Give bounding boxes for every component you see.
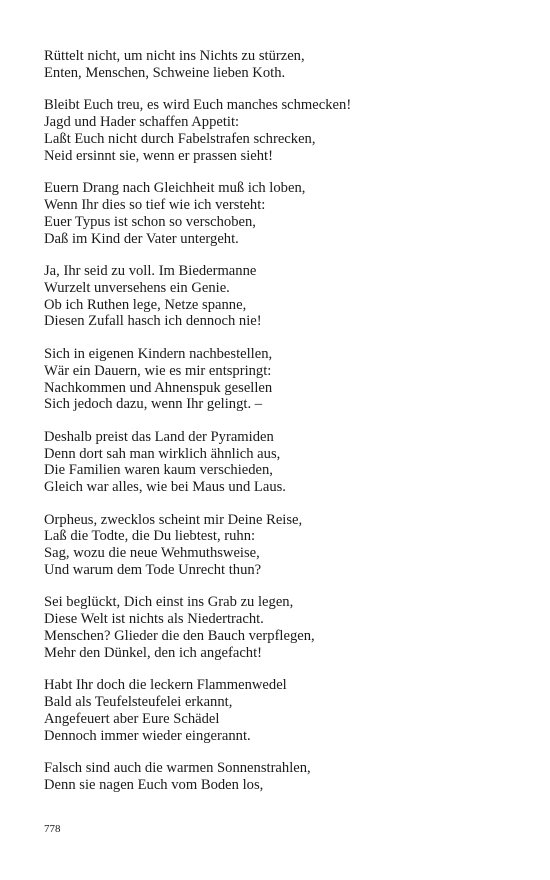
stanza-6 [44, 429, 524, 496]
verse-line: Bleibt Euch treu, es wird Euch manches schmecken! [44, 97, 352, 114]
verse-line: Laß die Todte, die Du liebtest, ruhn: [44, 528, 256, 545]
verse-line: Wär ein Dauern, wie es mir entspringt: [44, 362, 272, 379]
verse-line: Neid ersinnt sie, wenn er prassen sieht! [44, 147, 273, 164]
stanza-7 [44, 512, 524, 579]
verse-line: Ja, Ihr seid zu voll. Im Biedermanne [44, 262, 257, 279]
verse-line: Laßt Euch nicht durch Fabelstrafen schrecken, [44, 130, 316, 147]
stanza-4 [44, 263, 524, 330]
verse-line: Mehr den Dünkel, den ich angefacht! [44, 644, 263, 661]
poem-text [44, 48, 524, 809]
stanza-3 [44, 180, 524, 247]
verse-line: Sag, wozu die neue Wehmuthsweise, [44, 545, 260, 562]
verse-line: Enten, Menschen, Schweine lieben Koth. [44, 64, 286, 81]
verse-line: Habt Ihr doch die leckern Flammenwedel [44, 677, 287, 694]
verse-line: Die Familien waren kaum verschieden, [44, 462, 273, 479]
verse-line: Diesen Zufall hasch ich dennoch nie! [44, 313, 262, 330]
verse-line: Denn dort sah man wirklich ähnlich aus, [44, 445, 281, 462]
verse-line: Menschen? Glieder die den Bauch verpflegen, [44, 628, 315, 645]
verse-line: Rüttelt nicht, um nicht ins Nichts zu stürzen, [44, 48, 305, 64]
verse-line: Dennoch immer wieder eingerannt. [44, 727, 251, 744]
stanza-1 [44, 48, 524, 82]
verse-line: Angefeuert aber Eure Schädel [44, 711, 220, 727]
verse-line: Denn sie nagen Euch vom Boden los, [44, 777, 264, 794]
verse-line: Ob ich Ruthen lege, Netze spanne, [44, 296, 247, 313]
verse-line: Deshalb preist das Land der Pyramiden [44, 428, 274, 445]
verse-line: Euern Drang nach Gleichheit muß ich loben, [44, 180, 306, 197]
verse-line: Und warum dem Tode Unrecht thun? [44, 562, 262, 579]
verse-line: Daß im Kind der Vater untergeht. [44, 230, 239, 247]
verse-line: Euer Typus ist schon so verschoben, [44, 213, 256, 230]
verse-line: Gleich war alles, wie bei Maus und Laus. [44, 479, 286, 496]
stanza-10 [44, 760, 524, 794]
page-number: 778 [44, 823, 61, 835]
verse-line: Diese Welt ist nichts als Niedertracht. [44, 611, 264, 628]
stanza-9 [44, 677, 524, 744]
stanza-5 [44, 346, 524, 413]
verse-line: Sei beglückt, Dich einst ins Grab zu legen, [44, 594, 294, 611]
verse-line: Wurzelt unversehens ein Genie. [44, 279, 230, 296]
verse-line: Orpheus, zwecklos scheint mir Deine Reise, [44, 511, 303, 528]
verse-line: Wenn Ihr dies so tief wie ich versteht: [44, 196, 266, 213]
verse-line: Jagd und Hader schaffen Appetit: [44, 114, 240, 131]
verse-line: Sich in eigenen Kindern nachbestellen, [44, 345, 273, 362]
verse-line: Bald als Teufelsteufelei erkannt, [44, 694, 233, 711]
verse-line: Falsch sind auch die warmen Sonnenstrahlen, [44, 760, 311, 777]
stanza-8 [44, 594, 524, 661]
stanza-2 [44, 97, 524, 164]
verse-line: Nachkommen und Ahnenspuk gesellen [44, 379, 273, 396]
verse-line: Sich jedoch dazu, wenn Ihr gelingt. – [44, 396, 263, 413]
